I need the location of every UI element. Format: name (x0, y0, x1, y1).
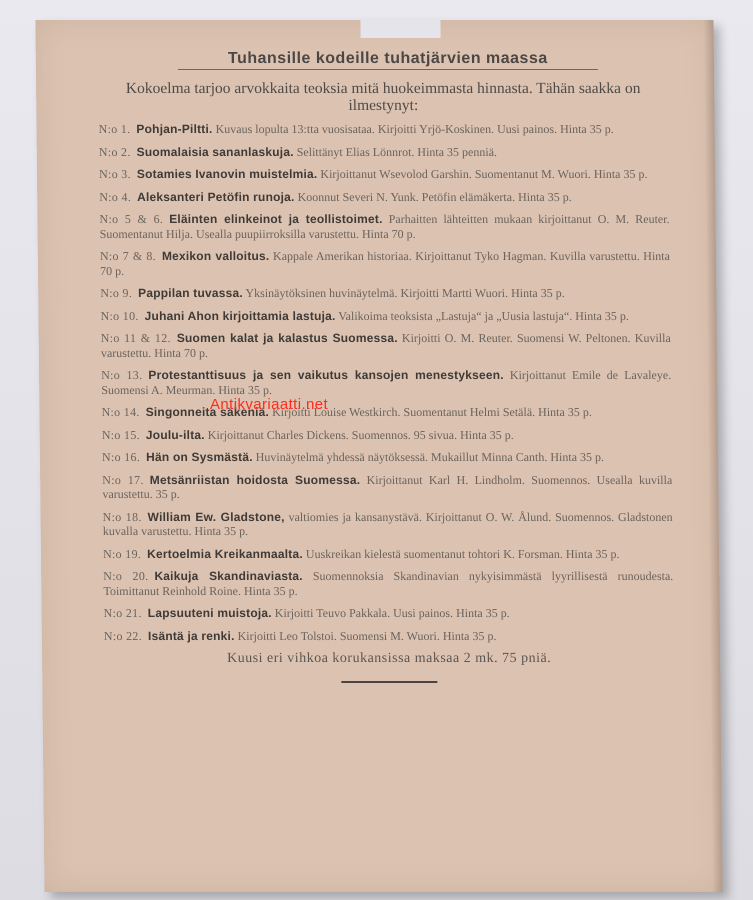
entry-title: Juhani Ahon kirjoittamia lastuja. (144, 308, 336, 323)
entry-number: N:o 16. (101, 450, 141, 464)
entry-title: Hän on Sysmästä. (146, 450, 253, 464)
intro-text: Kokoelma tarjoo arvokkaita teoksia mitä huokeimmasta hinnasta. Tähän saakka on ilmestynyt: (125, 80, 641, 114)
list-item (103, 569, 673, 598)
entry-number: N:o 14. (101, 405, 140, 419)
entry-title: Kertoelmia Kreikanmaalta. (147, 546, 303, 561)
entry-description: Suomennoksia Skandinavian nykyisimmästä lyyrillisestä runoudesta. Toimittanut Reinhold Roine. Hinta 35 p. (103, 569, 674, 598)
entry-number: N:o 9. (100, 286, 133, 300)
entry-description: Kuvaus lopulta 13:tta vuosisataa. Kirjoitti Yrjö-Koskinen. Uusi painos. Hinta 35 p. (215, 122, 614, 136)
entry-title: Sotamies Ivanovin muistelmia. (136, 167, 318, 181)
entry-number: N:o 13. (101, 368, 143, 382)
entry-number: N:o 4. (99, 189, 132, 204)
list-item (103, 547, 673, 562)
entry-number: N:o 2. (98, 144, 131, 159)
entry-number: N:o 21. (103, 606, 142, 620)
list-item (104, 629, 674, 644)
list-item (99, 145, 669, 160)
list-item (102, 473, 672, 502)
entry-title: Singonneita säkeniä. (145, 405, 270, 419)
watermark-text: Antikvariaatti.net (210, 396, 329, 413)
entry-number: N:o 17. (102, 472, 144, 487)
entry-description: Kirjoitti Leo Tolstoi. Suomensi M. Wuori. Hinta 35 p. (237, 628, 497, 643)
entry-description: Kappale Amerikan historiaa. Kirjoittanut Tyko Hagman. Kuvilla varustettu. Hinta 70 p. (99, 249, 670, 278)
entry-title: Lapsuuteni muistoja. (147, 606, 272, 620)
entry-description: Valikoima teoksista „Lastuja“ ja „Uusia lastuja“. Hinta 35 p. (338, 308, 629, 323)
entry-description: Kirjoittanut Charles Dickens. Suomennos. 95 sivua. Hinta 35 p. (207, 427, 514, 442)
list-item (100, 286, 670, 301)
entry-number: N:o 7 & 8. (99, 249, 156, 263)
entry-title: Pohjan-Piltti. (136, 122, 213, 136)
list-item (99, 212, 669, 241)
entry-title: Suomen kalat ja kalastus Suomessa. (176, 331, 398, 345)
entry-title: Kaikuja Skandinaviasta. (154, 569, 303, 583)
entry-number: N:o 5 & 6. (99, 212, 164, 226)
entry-title: Eläinten elinkeinot ja teollistoimet. (169, 212, 383, 226)
entry-description: Yksinäytöksinen huvinäytelmä. Kirjoitti Martti Wuori. Hinta 35 p. (245, 286, 565, 300)
list-item (101, 331, 671, 360)
entry-title: Suomalaisia sananlaskuja. (136, 144, 294, 159)
entry-number: N:o 10. (100, 308, 139, 323)
entry-number: N:o 22. (103, 628, 143, 643)
entry-title: Pappilan tuvassa. (138, 286, 243, 300)
entry-title: Isäntä ja renki. (147, 628, 235, 643)
entry-description: Kirjoittanut Wsevolod Garshin. Suomentanut M. Wuori. Hinta 35 p. (320, 167, 648, 181)
entry-description: Kirjoittanut Emile de Lavaleye. Suomensi A. Meurman. Hinta 35 p. (101, 368, 672, 397)
list-item (100, 309, 670, 324)
series-title: Tuhansille kodeille tuhatjärvien maassa (178, 50, 598, 70)
list-item (99, 190, 669, 205)
entry-description: Kirjoitti Louise Westkirch. Suomentanut Helmi Setälä. Hinta 35 p. (271, 405, 592, 419)
price-note: Kuusi eri vihkoa korukansissa maksaa 2 mk. 75 pniä. (226, 651, 552, 666)
list-item (99, 167, 669, 182)
entry-description: Kirjoitti Teuvo Pakkala. Uusi painos. Hinta 35 p. (274, 606, 510, 620)
entry-title: Joulu-ilta. (145, 427, 205, 442)
entry-number: N:o 19. (102, 546, 142, 561)
torn-cover-notch (360, 20, 440, 38)
footer-rule (341, 681, 437, 683)
entry-description: Koonnut Severi N. Yunk. Petöfin elämäkerta. Hinta 35 p. (297, 189, 572, 204)
entry-description: Kirjoittanut Karl H. Lindholm. Suomennos. Usealla kuvilla varustettu. 35 p. (102, 472, 673, 501)
entry-title: Mexikon valloitus. (161, 249, 270, 263)
entry-title: Protestanttisuus ja sen vaikutus kansojen menestykseen. (148, 368, 504, 382)
list-item (104, 606, 674, 621)
entry-number: N:o 15. (101, 427, 140, 442)
list-item (101, 368, 671, 397)
list-item (102, 428, 672, 443)
entry-description: Huvinäytelmä yhdessä näytöksessä. Mukaillut Minna Canth. Hinta 35 p. (255, 450, 605, 464)
entry-number: N:o 1. (98, 122, 131, 136)
list-item (102, 450, 672, 465)
list-item (103, 510, 673, 539)
list-item (101, 405, 671, 420)
entry-number: N:o 20. (103, 569, 149, 583)
title-list (99, 122, 674, 643)
entry-title: Metsänriistan hoidosta Suomessa. (149, 472, 361, 487)
list-item (100, 249, 670, 278)
cover-text (98, 50, 675, 683)
entry-number: N:o 3. (98, 167, 131, 181)
entry-description: Selittänyt Elias Lönnrot. Hinta 35 penniä. (296, 144, 498, 159)
entry-title: William Ew. Gladstone, (147, 509, 285, 524)
cover-edge-shadow (703, 20, 722, 892)
entry-description: valtiomies ja kansanystävä. Kirjoittanut O. W. Ålund. Suomennos. Gladstonen kuvalla varustettu. Hinta 35 p. (102, 509, 673, 538)
entry-description: Kirjoitti O. M. Reuter. Suomensi W. Peltonen. Kuvilla varustettu. Hinta 70 p. (100, 331, 671, 360)
entry-title: Aleksanteri Petöfin runoja. (137, 189, 295, 204)
entry-description: Parhaitten lähteitten mukaan kirjoittanut O. M. Reuter. Suomentanut Hilja. Usealla puupiirroksilla varustettu. Hinta 70 p. (99, 212, 670, 241)
book-back-cover (35, 20, 722, 892)
entry-number: N:o 18. (102, 509, 142, 524)
entry-number: N:o 11 & 12. (100, 331, 171, 345)
list-item (99, 122, 669, 137)
entry-description: Uuskreikan kielestä suomentanut tohtori K. Forsman. Hinta 35 p. (305, 546, 620, 561)
